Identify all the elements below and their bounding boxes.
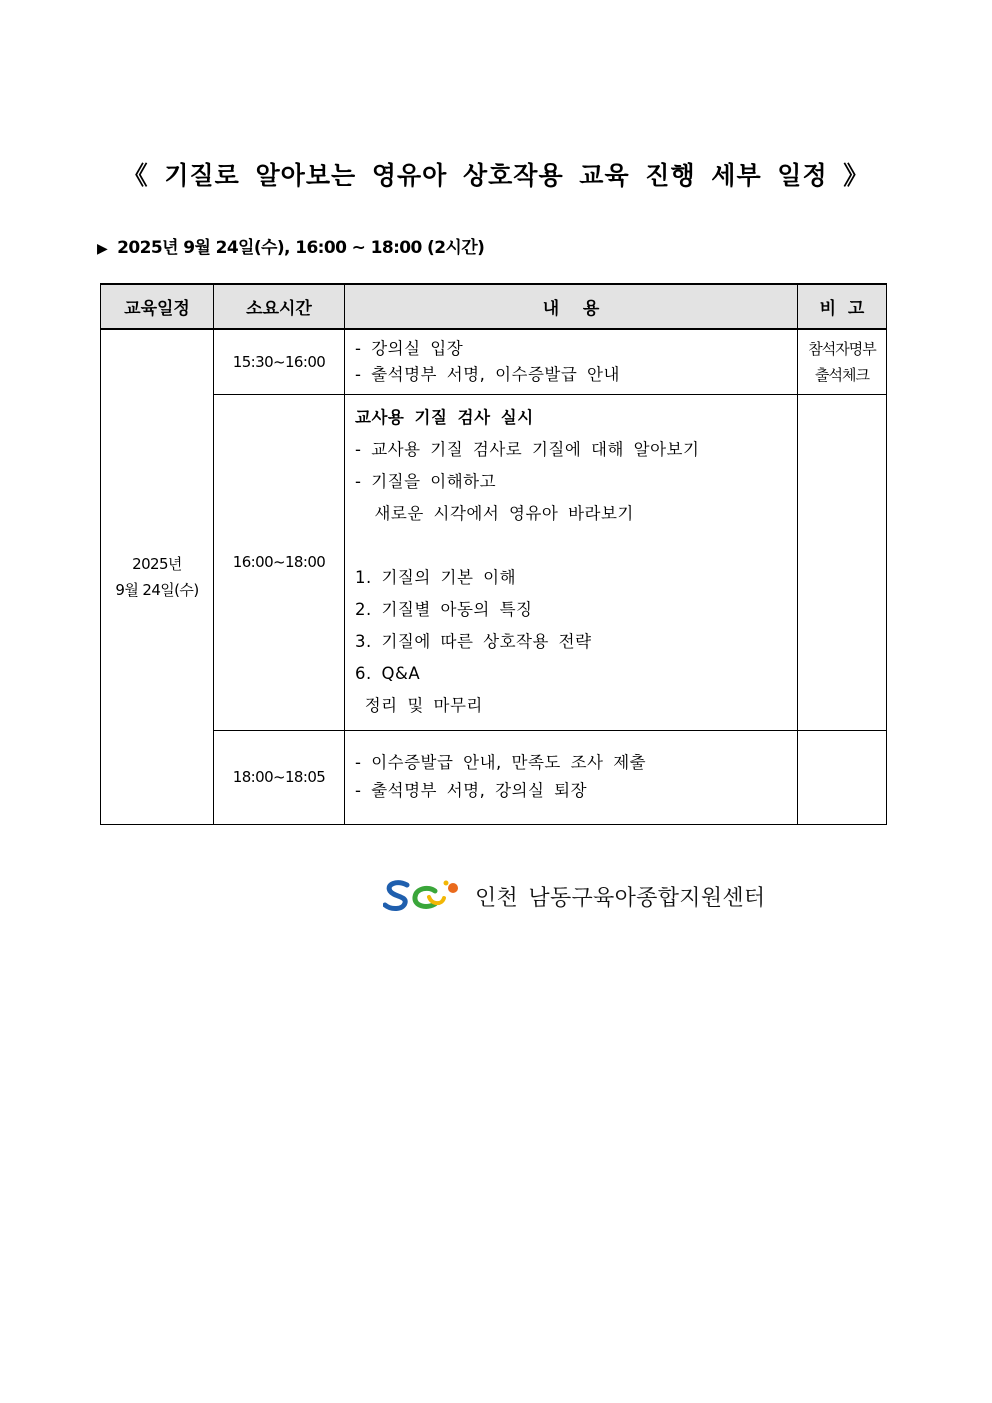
note-line: 출석체크 (815, 365, 869, 384)
time-cell: 18:00~18:05 (214, 730, 345, 824)
logo-text: 인천 남동구육아종합지원센터 (475, 885, 766, 911)
header-content: 내 용 (345, 284, 798, 329)
note-line: 참석자명부 (808, 339, 876, 358)
table-header-row (101, 284, 887, 329)
content-line-blank (355, 530, 797, 562)
content-line: - 이수증발급 안내, 만족도 조사 제출 (355, 753, 647, 772)
date-cell-day: 9월 24일(수) (115, 580, 199, 599)
content-line: 6. Q&A (355, 664, 421, 683)
content-line: 2. 기질별 아동의 특징 (355, 600, 533, 619)
table-row (101, 329, 887, 394)
content-line: - 강의실 입장 (355, 338, 464, 358)
content-heading: 교사용 기질 검사 실시 (355, 408, 534, 427)
header-duration: 소요시간 (214, 284, 345, 329)
table-row (101, 730, 887, 824)
content-cell (345, 394, 798, 730)
header-note: 비 고 (798, 284, 887, 329)
time-cell: 15:30~16:00 (214, 329, 345, 394)
header-schedule: 교육일정 (101, 284, 214, 329)
content-line: - 교사용 기질 검사로 기질에 대해 알아보기 (355, 440, 700, 459)
date-cell (101, 329, 214, 824)
content-line: - 기질을 이해하고 (355, 472, 497, 491)
content-line: - 출석명부 서명, 강의실 퇴장 (355, 781, 588, 800)
content-cell (345, 329, 798, 394)
content-line: 1. 기질의 기본 이해 (355, 568, 517, 587)
content-cell (345, 730, 798, 824)
triangle-right-icon: ▶ (97, 241, 108, 257)
date-cell-year: 2025년 (132, 554, 182, 573)
content-line: 3. 기질에 따른 상호작용 전략 (355, 632, 592, 651)
time-cell: 16:00~18:00 (214, 394, 345, 730)
date-text: 2025년 9월 24일(수), 16:00 ~ 18:00 (2시간) (117, 238, 485, 258)
content-line: 새로운 시각에서 영유아 바라보기 (355, 504, 634, 523)
page-title: 《 기질로 알아보는 영유아 상호작용 교육 진행 세부 일정 》 (122, 161, 870, 190)
schedule-table (100, 283, 887, 825)
content-line: 정리 및 마무리 (355, 696, 483, 715)
content-line: - 출석명부 서명, 이수증발급 안내 (355, 364, 620, 384)
logo-emblem-icon (383, 878, 461, 914)
note-cell (798, 329, 887, 394)
organization-logo (383, 876, 765, 916)
date-line (97, 233, 484, 258)
table-row (101, 394, 887, 730)
note-cell (798, 394, 887, 730)
note-cell (798, 730, 887, 824)
